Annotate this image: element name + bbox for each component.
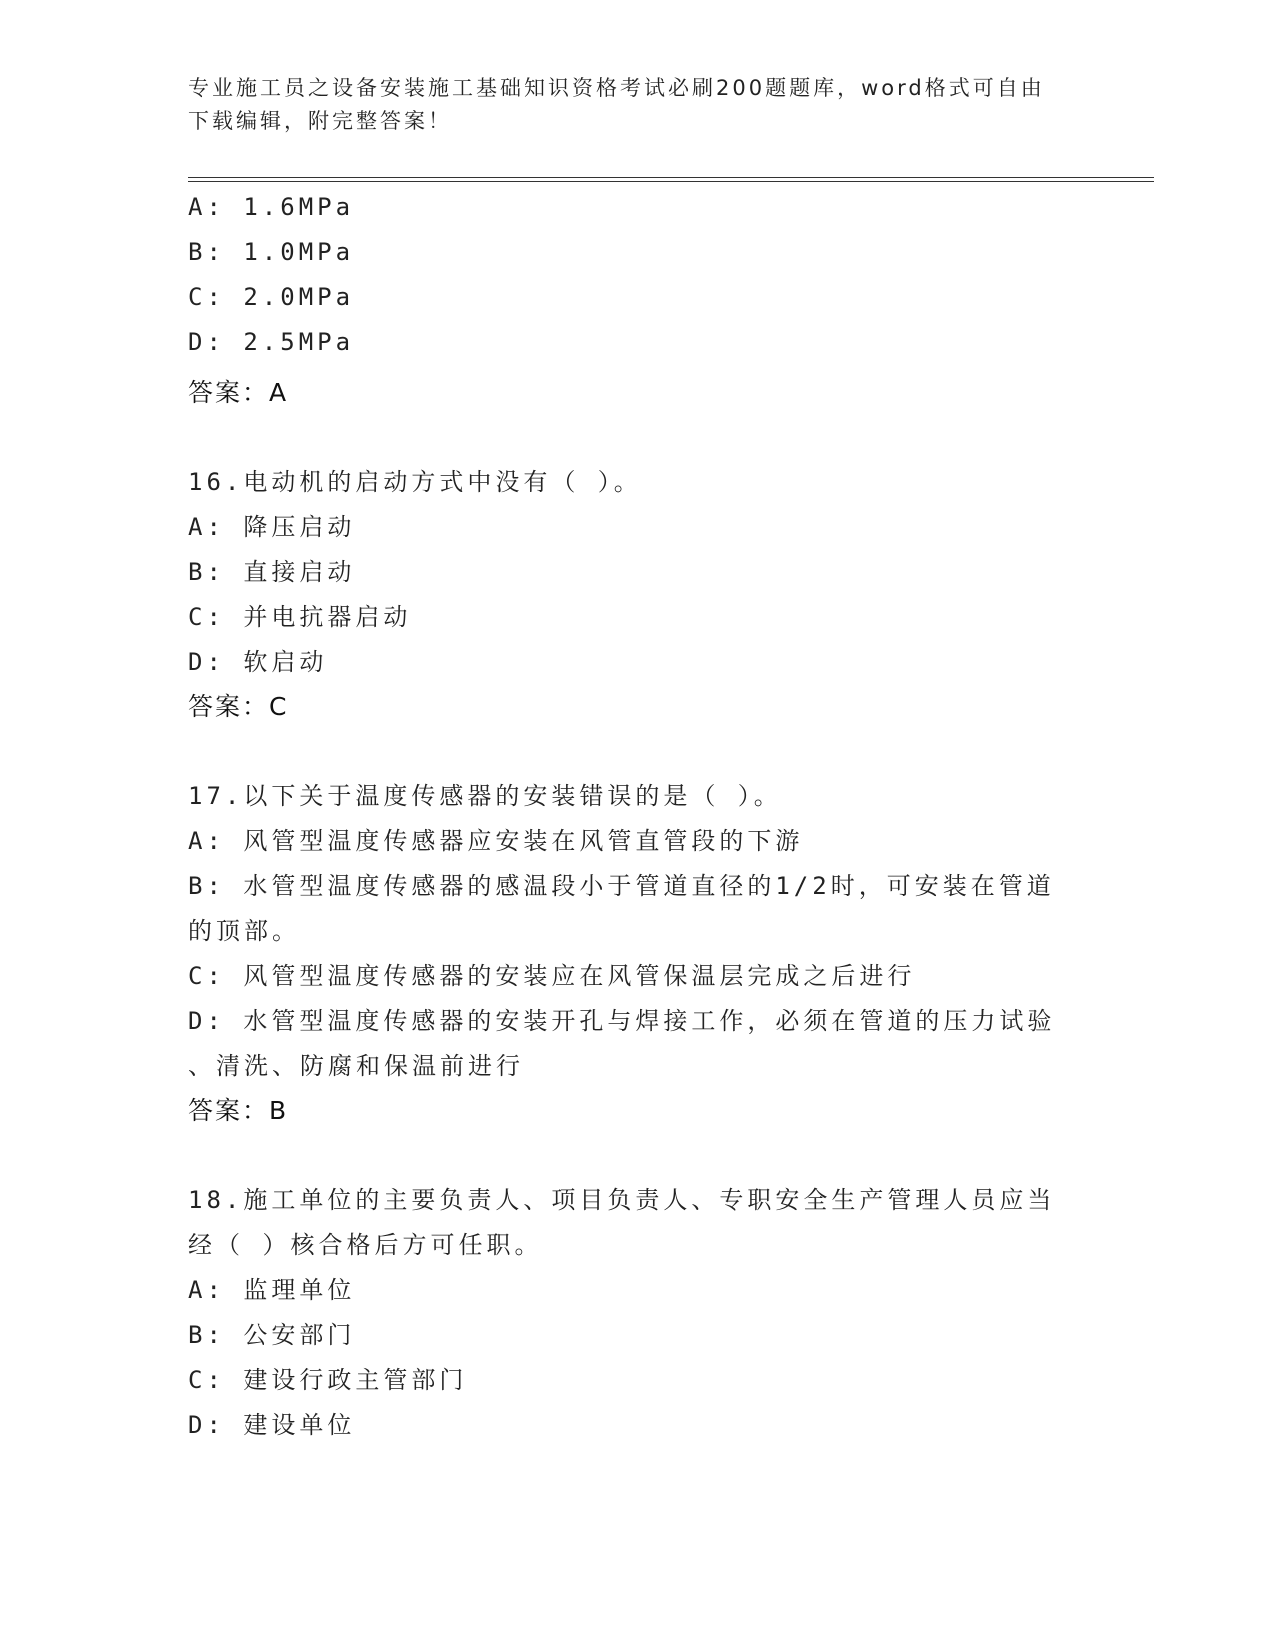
q16-question: 16.电动机的启动方式中没有（ ）。: [188, 468, 642, 496]
q15-answer: 答案：A: [188, 378, 289, 407]
q18-option-b: B: 公安部门: [188, 1321, 356, 1349]
q17-option-c: C: 风管型温度传感器的安装应在风管保温层完成之后进行: [188, 962, 916, 990]
q18-question-line2: 经（ ）核合格后方可任职。: [188, 1231, 543, 1259]
q17-option-a: A: 风管型温度传感器应安装在风管直管段的下游: [188, 827, 804, 855]
q16-option-b: B: 直接启动: [188, 558, 356, 586]
q16-option-a: A: 降压启动: [188, 513, 356, 541]
q17-option-b-line1: B: 水管型温度传感器的感温段小于管道直径的1/2时，可安装在管道: [188, 872, 1055, 900]
q16-option-c: C: 并电抗器启动: [188, 603, 412, 631]
q17-option-b-line2: 的顶部。: [188, 917, 300, 945]
q15-option-c: C: 2.0MPa: [188, 283, 355, 311]
q17-question: 17.以下关于温度传感器的安装错误的是（ ）。: [188, 782, 782, 810]
q15-option-b: B: 1.0MPa: [188, 238, 355, 266]
q18-option-d: D: 建设单位: [188, 1411, 356, 1439]
q18-option-c: C: 建设行政主管部门: [188, 1366, 468, 1394]
q17-answer: 答案：B: [188, 1096, 289, 1125]
q15-option-a: A: 1.6MPa: [188, 193, 355, 221]
q16-answer: 答案：C: [188, 692, 289, 721]
q16-option-d: D: 软启动: [188, 648, 328, 676]
header-rule-bottom: [188, 181, 1154, 182]
q17-option-d-line1: D: 水管型温度传感器的安装开孔与焊接工作，必须在管道的压力试验: [188, 1007, 1056, 1035]
q15-option-d: D: 2.5MPa: [188, 328, 355, 356]
q18-option-a: A: 监理单位: [188, 1276, 356, 1304]
q18-question-line1: 18.施工单位的主要负责人、项目负责人、专职安全生产管理人员应当: [188, 1186, 1056, 1214]
q17-option-d-line2: 、清洗、防腐和保温前进行: [188, 1052, 524, 1080]
document-header: 专业施工员之设备安装施工基础知识资格考试必刷200题题库，word格式可自由下载编辑，附完整答案！: [188, 76, 1045, 133]
header-rule-top: [188, 177, 1154, 178]
